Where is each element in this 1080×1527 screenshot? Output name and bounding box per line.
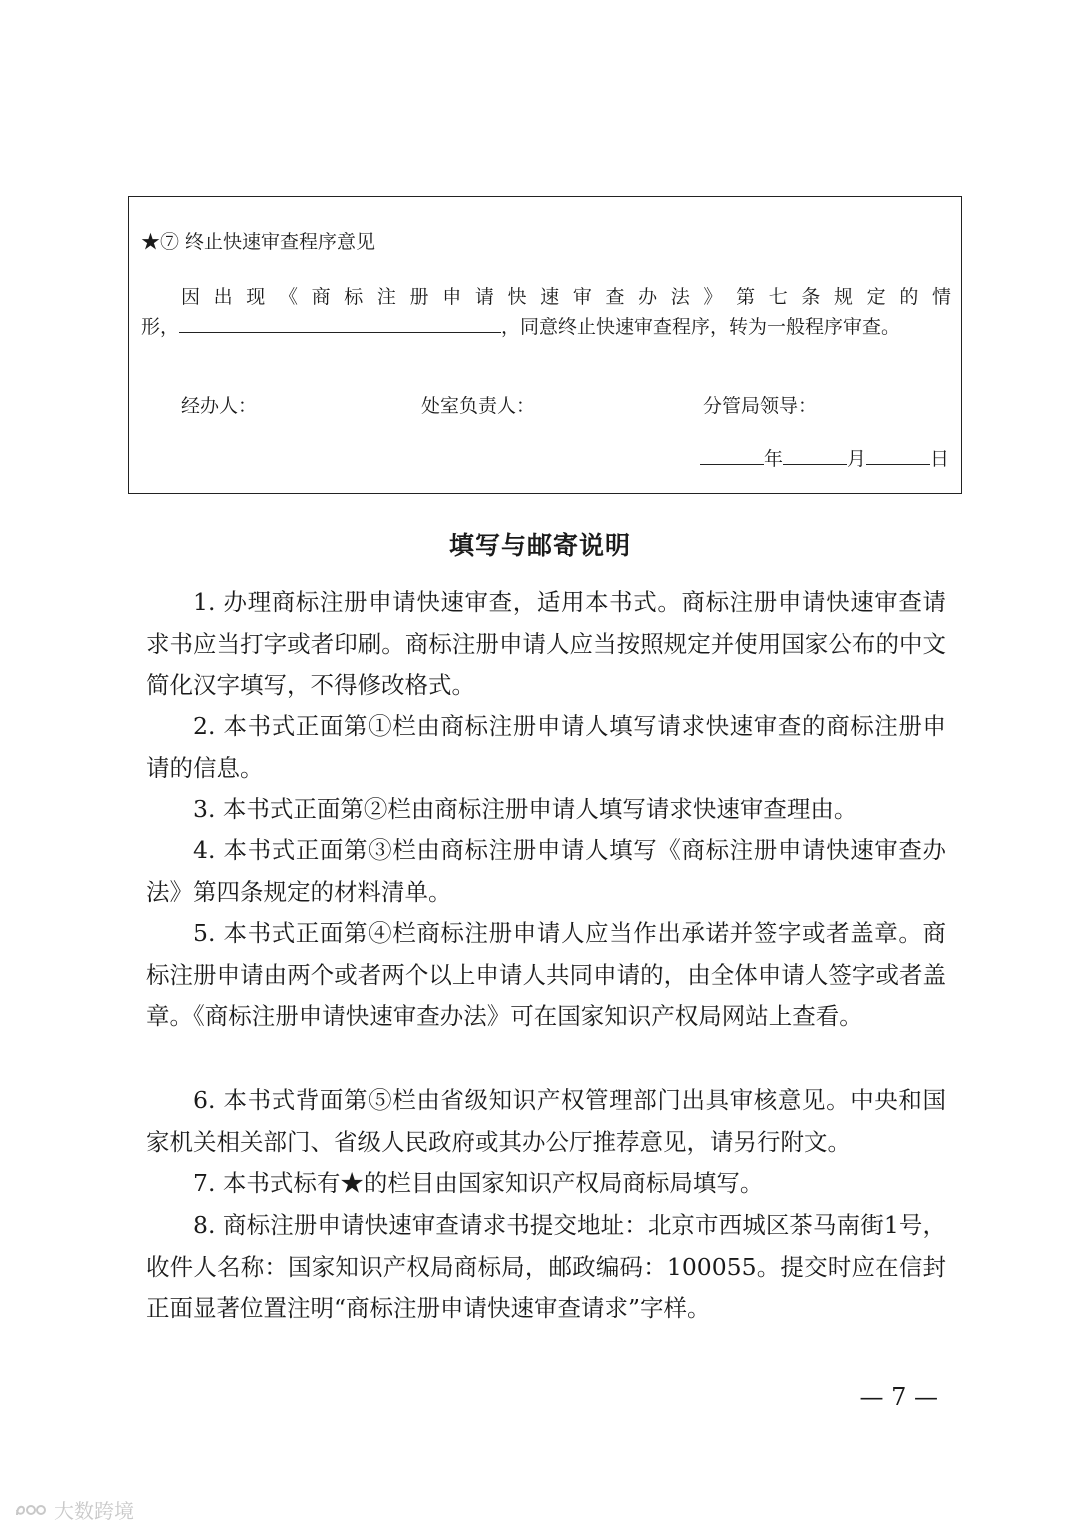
opinion-text-line2 [141,312,900,339]
instruction-item-6: 6. 本书式背面第⑤栏由省级知识产权管理部门出具审核意见。中央和国家机关相关部门、省级人民政府或其办公厅推荐意见，请另行附文。 [146,1086,946,1156]
watermark-text: 大数跨境 [54,1499,134,1523]
year-label: 年 [763,448,783,470]
opinion-prefix: 形， [141,316,180,338]
opinion-suffix: ，同意终止快速审查程序，转为一般程序审查。 [501,316,901,338]
instruction-item-8: 8. 商标注册申请快速审查请求书提交地址：北京市西城区茶马南街1号，收件人名称：国家知识产权局商标局，邮政编码：100055。提交时应在信封正面显著位置注明“商标注册申请快速审查请求”字样。 [146,1211,946,1322]
instruction-item-1: 1. 办理商标注册申请快速审查，适用本书式。商标注册申请快速审查请求书应当打字或者印刷。商标注册申请人应当按照规定并使用国家公布的中文简化汉字填写，不得修改格式。 [146,588,946,699]
reason-blank[interactable] [179,313,501,333]
opinion-text-line1: 因出现《商标注册申请快速审查办法》第七条规定的情 [181,286,951,308]
box-title: ★⑦ 终止快速审查程序意见 [141,231,376,253]
watermark [14,1495,134,1524]
division-head-label: 处室负责人： [421,395,536,417]
day-label: 日 [929,448,949,470]
month-blank[interactable] [783,445,847,465]
watermark-logo-icon [14,1501,48,1519]
instruction-item-5: 5. 本书式正面第④栏商标注册申请人应当作出承诺并签字或者盖章。商标注册申请由两个或者两个以上申请人共同申请的，由全体申请人签字或者盖章。《商标注册申请快速审查办法》可在国家知识产权局网站上查看。 [146,919,946,1030]
instructions-heading: 填写与邮寄说明 [448,531,631,560]
instruction-item-4: 4. 本书式正面第③栏由商标注册申请人填写《商标注册申请快速审查办法》第四条规定的材料清单。 [146,836,946,906]
instruction-item-3: 3. 本书式正面第②栏由商标注册申请人填写请求快速审查理由。 [193,795,858,823]
month-label: 月 [846,448,866,470]
day-blank[interactable] [866,445,930,465]
instruction-item-7: 7. 本书式标有★的栏目由国家知识产权局商标局填写。 [193,1169,764,1197]
bureau-leader-label: 分管局领导： [703,395,818,417]
instruction-item-2: 2. 本书式正面第①栏由商标注册申请人填写请求快速审查的商标注册申请的信息。 [146,712,946,782]
year-blank[interactable] [700,445,764,465]
termination-opinion-box [128,196,962,494]
handler-label: 经办人： [181,395,258,417]
date-line [700,444,949,471]
page-number: — 7 — [859,1383,938,1411]
